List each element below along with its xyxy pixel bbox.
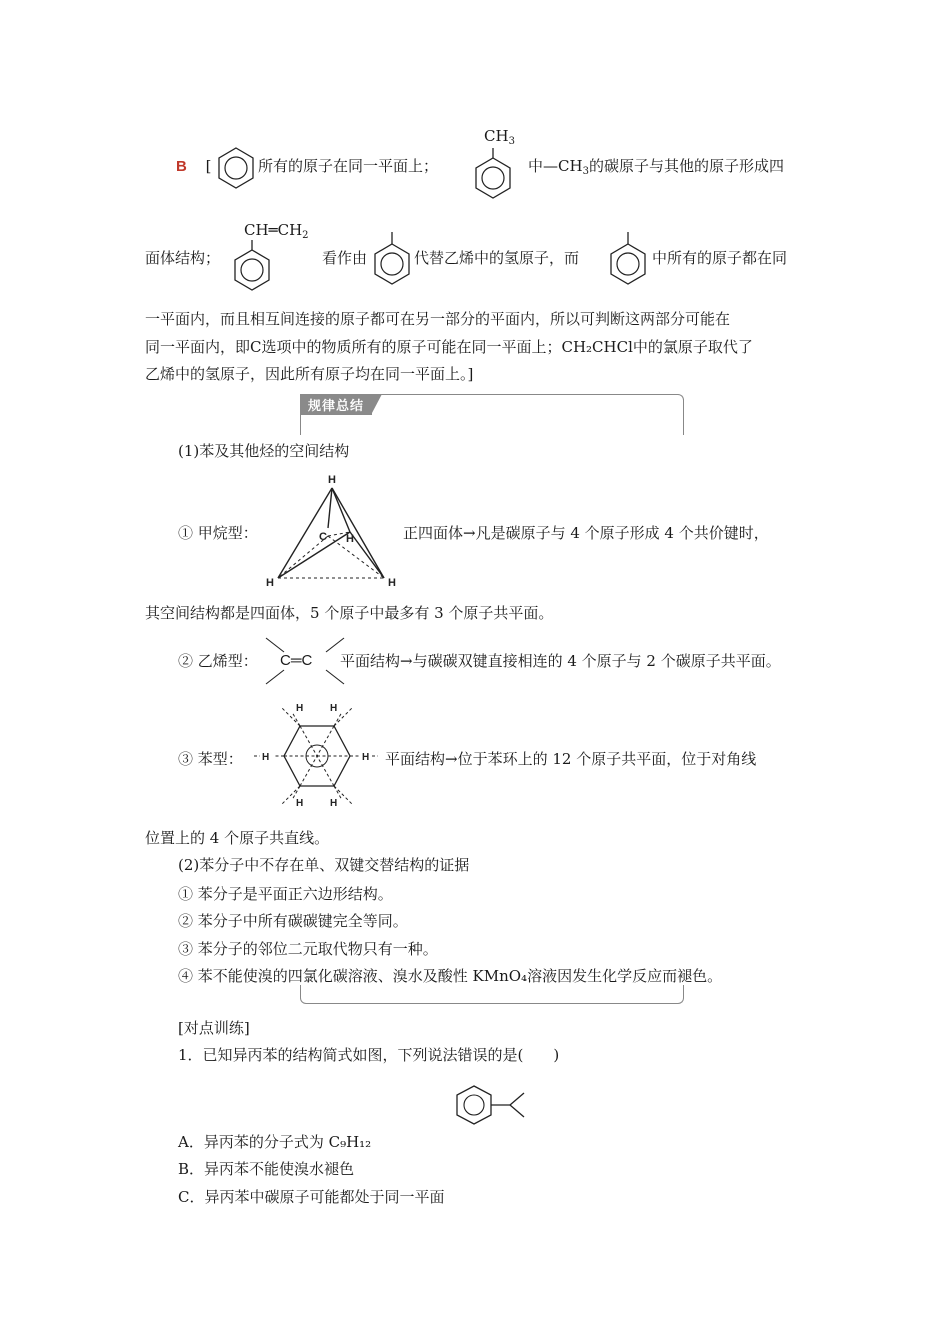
benzene-cont: 位置上的 4 个原子共直线。 — [145, 829, 330, 847]
ethylene-label: ② 乙烯型： — [178, 652, 258, 670]
answer-p1-b — [528, 156, 784, 182]
toluene-ring — [473, 146, 513, 200]
p1-c-text: 的碳原子与其他的原子形成四 — [588, 157, 784, 175]
benzene-structure-diagram — [254, 700, 380, 812]
methyl-sub: 3 — [508, 136, 515, 147]
benzene-h-2: H — [330, 703, 338, 714]
phenyl-group-ring-2 — [608, 230, 648, 286]
practice-header: [对点训练] — [178, 1019, 250, 1037]
benzene-ring-1 — [216, 146, 256, 194]
benzene-h-4: H — [362, 752, 370, 763]
styrene-ring — [232, 238, 272, 292]
answer-p2-b: 看作由 — [322, 249, 368, 267]
benzene-h-6: H — [330, 798, 338, 809]
methane-h-top: H — [328, 474, 336, 486]
p1-b-sub: 3 — [582, 166, 589, 177]
methane-cont: 其空间结构都是四面体，5 个原子中最多有 3 个原子共平面。 — [145, 604, 554, 622]
option-a: A．异丙苯的分子式为 C₉H₁₂ — [178, 1133, 372, 1151]
summary-tag: 规律总结 — [300, 394, 372, 415]
benzene-h-5: H — [296, 798, 304, 809]
isopropylbenzene-structure — [454, 1084, 530, 1126]
summary-s2: (2)苯分子中不存在单、双键交替结构的证据 — [178, 856, 470, 874]
benzene-desc: 平面结构→位于苯环上的 12 个原子共平面，位于对角线 — [385, 750, 757, 768]
evidence-3: ③ 苯分子的邻位二元取代物只有一种。 — [178, 940, 438, 958]
answer-p4: 同一平面内，即C选项中的物质所有的原子可能在同一平面上；CH₂CHCl中的氯原子取代了 — [145, 338, 753, 356]
vinyl-text: CH═CH — [244, 221, 303, 239]
open-bracket: [ — [205, 157, 212, 175]
methane-label: ① 甲烷型： — [178, 524, 258, 542]
methyl-text: CH — [484, 127, 509, 145]
methane-desc: 正四面体→凡是碳原子与 4 个原子形成 4 个共价键时， — [403, 524, 769, 542]
ethylene-desc: 平面结构→与碳碳双键直接相连的 4 个原子与 2 个碳原子共平面。 — [340, 652, 781, 670]
answer-p2-c: 代替乙烯中的氢原子，而 — [414, 249, 580, 267]
answer-p5: 乙烯中的氢原子，因此所有原子均在同一平面上。] — [145, 365, 474, 383]
summary-tag-tail — [372, 394, 382, 413]
option-c: C．异丙苯中碳原子可能都处于同一平面 — [178, 1188, 445, 1206]
answer-letter: B — [176, 158, 187, 175]
ethylene-formula: C═C — [280, 652, 313, 669]
practice-q1: 1．已知异丙苯的结构简式如图，下列说法错误的是( ) — [178, 1046, 560, 1064]
p1-b-text: 中—CH — [528, 157, 583, 175]
answer-p2-d: 中所有的原子都在同 — [652, 249, 788, 267]
answer-p3: 一平面内，而且相互间连接的原子都可在另一部分的平面内，所以可判断这两部分可能在 — [145, 310, 731, 328]
summary-s1: (1)苯及其他烃的空间结构 — [178, 442, 350, 460]
evidence-2: ② 苯分子中所有碳碳键完全等同。 — [178, 912, 408, 930]
methane-h-right: H — [388, 577, 396, 589]
methane-h-left: H — [266, 577, 274, 589]
benzene-label: ③ 苯型： — [178, 750, 243, 768]
answer-p1-a: 所有的原子在同一平面上； — [258, 157, 439, 175]
methane-tetrahedron-diagram — [262, 470, 404, 592]
methane-c-center: C — [319, 531, 327, 543]
summary-frame-bottom — [300, 985, 684, 1004]
answer-p2-a: 面体结构； — [145, 249, 221, 267]
evidence-4: ④ 苯不能使溴的四氯化碳溶液、溴水及酸性 KMnO₄溶液因发生化学反应而褪色。 — [178, 967, 723, 985]
phenyl-group-ring — [372, 230, 412, 286]
methane-h-back: H — [346, 533, 354, 545]
vinyl-sub: 2 — [302, 230, 309, 241]
evidence-1: ① 苯分子是平面正六边形结构。 — [178, 885, 393, 903]
answer-line-1 — [176, 156, 211, 177]
benzene-h-1: H — [296, 703, 304, 714]
option-b: B．异丙苯不能使溴水褪色 — [178, 1160, 355, 1178]
benzene-h-3: H — [262, 752, 270, 763]
